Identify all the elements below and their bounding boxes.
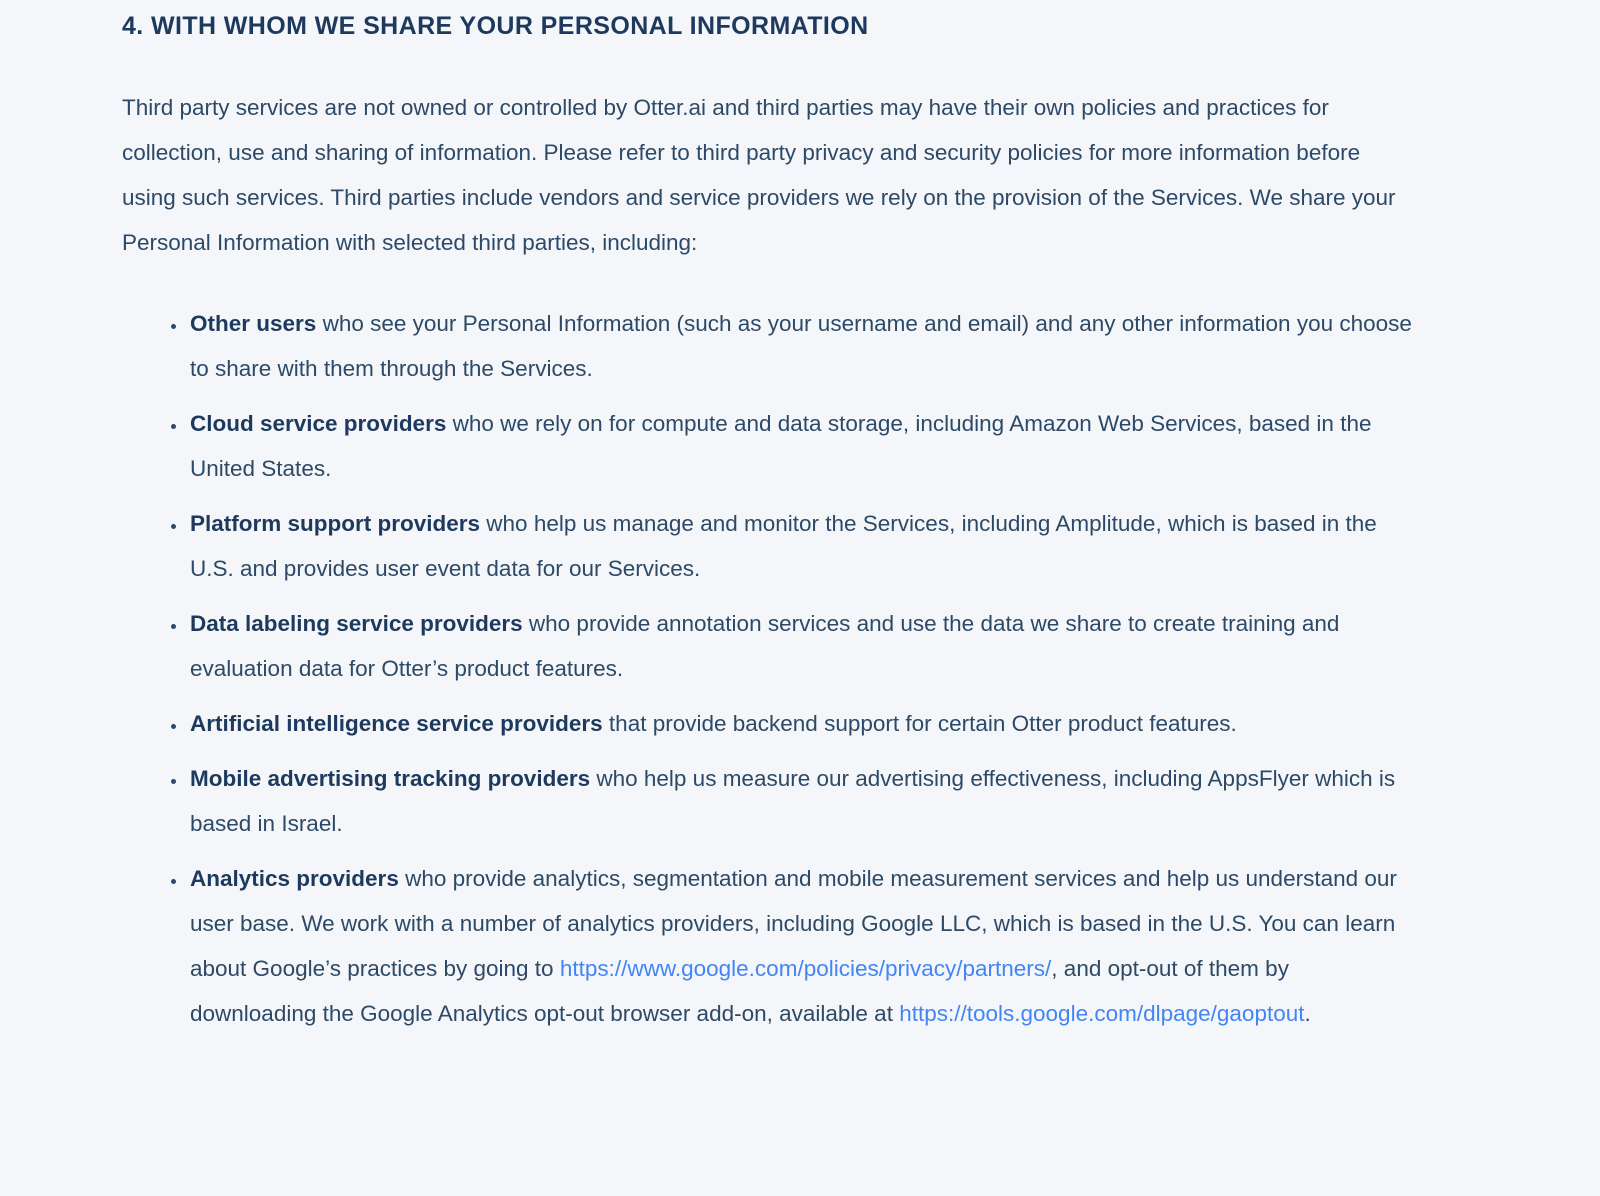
list-item-other-users	[188, 301, 1412, 391]
list-item-text: who we rely on for compute and data storage, including Amazon Web Services, based in the United States.	[190, 411, 1372, 481]
list-item-ai-service-providers	[188, 701, 1412, 746]
list-item-text: who see your Personal Information (such as your username and email) and any other information you choose to share with them through the Services.	[190, 311, 1412, 381]
list-item-lead: Platform support providers	[190, 511, 481, 536]
list-item-lead: Mobile advertising tracking providers	[190, 766, 591, 791]
list-item-text: who provide analytics, segmentation and mobile measurement services and help us understand our user base. We work with a number of analytics providers, including Google LLC, which is based in the U.S. You can learn about Google’s practices by going to	[190, 866, 1397, 981]
list-item-lead: Artificial intelligence service providers	[190, 711, 603, 736]
privacy-policy-section	[122, 12, 1412, 1046]
list-item-mobile-ad-tracking-providers	[188, 756, 1412, 846]
list-item-lead: Data labeling service providers	[190, 611, 523, 636]
list-item-data-labeling-service-providers	[188, 601, 1412, 691]
google-privacy-partners-link[interactable]: https://www.google.com/policies/privacy/partners/	[559, 956, 1052, 981]
list-item-lead: Analytics providers	[190, 866, 399, 891]
list-item-analytics-providers	[188, 856, 1412, 1036]
list-item-text: , and opt-out of them by downloading the Google Analytics opt-out browser add-on, available at	[190, 956, 1289, 1026]
third-party-list	[122, 301, 1412, 1036]
list-item-lead: Other users	[190, 311, 317, 336]
list-item-text: who help us manage and monitor the Services, including Amplitude, which is based in the U.S. and provides user event data for our Services.	[190, 511, 1377, 581]
list-item-cloud-service-providers	[188, 401, 1412, 491]
intro-paragraph: Third party services are not owned or controlled by Otter.ai and third parties may have their own policies and practices for collection, use and sharing of information. Please refer to third party privacy and security policies for more information before using such services. Third parties include vendors and service providers we rely on the provision of the Services. We share your Personal Information with selected third parties, including:	[122, 95, 1396, 255]
google-analytics-optout-link[interactable]: https://tools.google.com/dlpage/gaoptout	[899, 1001, 1305, 1026]
list-item-text: who help us measure our advertising effectiveness, including AppsFlyer which is based in Israel.	[190, 766, 1396, 836]
list-item-text: .	[1304, 1001, 1311, 1026]
list-item-text: who provide annotation services and use the data we share to create training and evaluation data for Otter’s product features.	[190, 611, 1340, 681]
list-item-text: that provide backend support for certain Otter product features.	[602, 711, 1237, 736]
section-heading: 4. WITH WHOM WE SHARE YOUR PERSONAL INFORMATION	[122, 12, 869, 40]
list-item-lead: Cloud service providers	[190, 411, 447, 436]
list-item-platform-support-providers	[188, 501, 1412, 591]
